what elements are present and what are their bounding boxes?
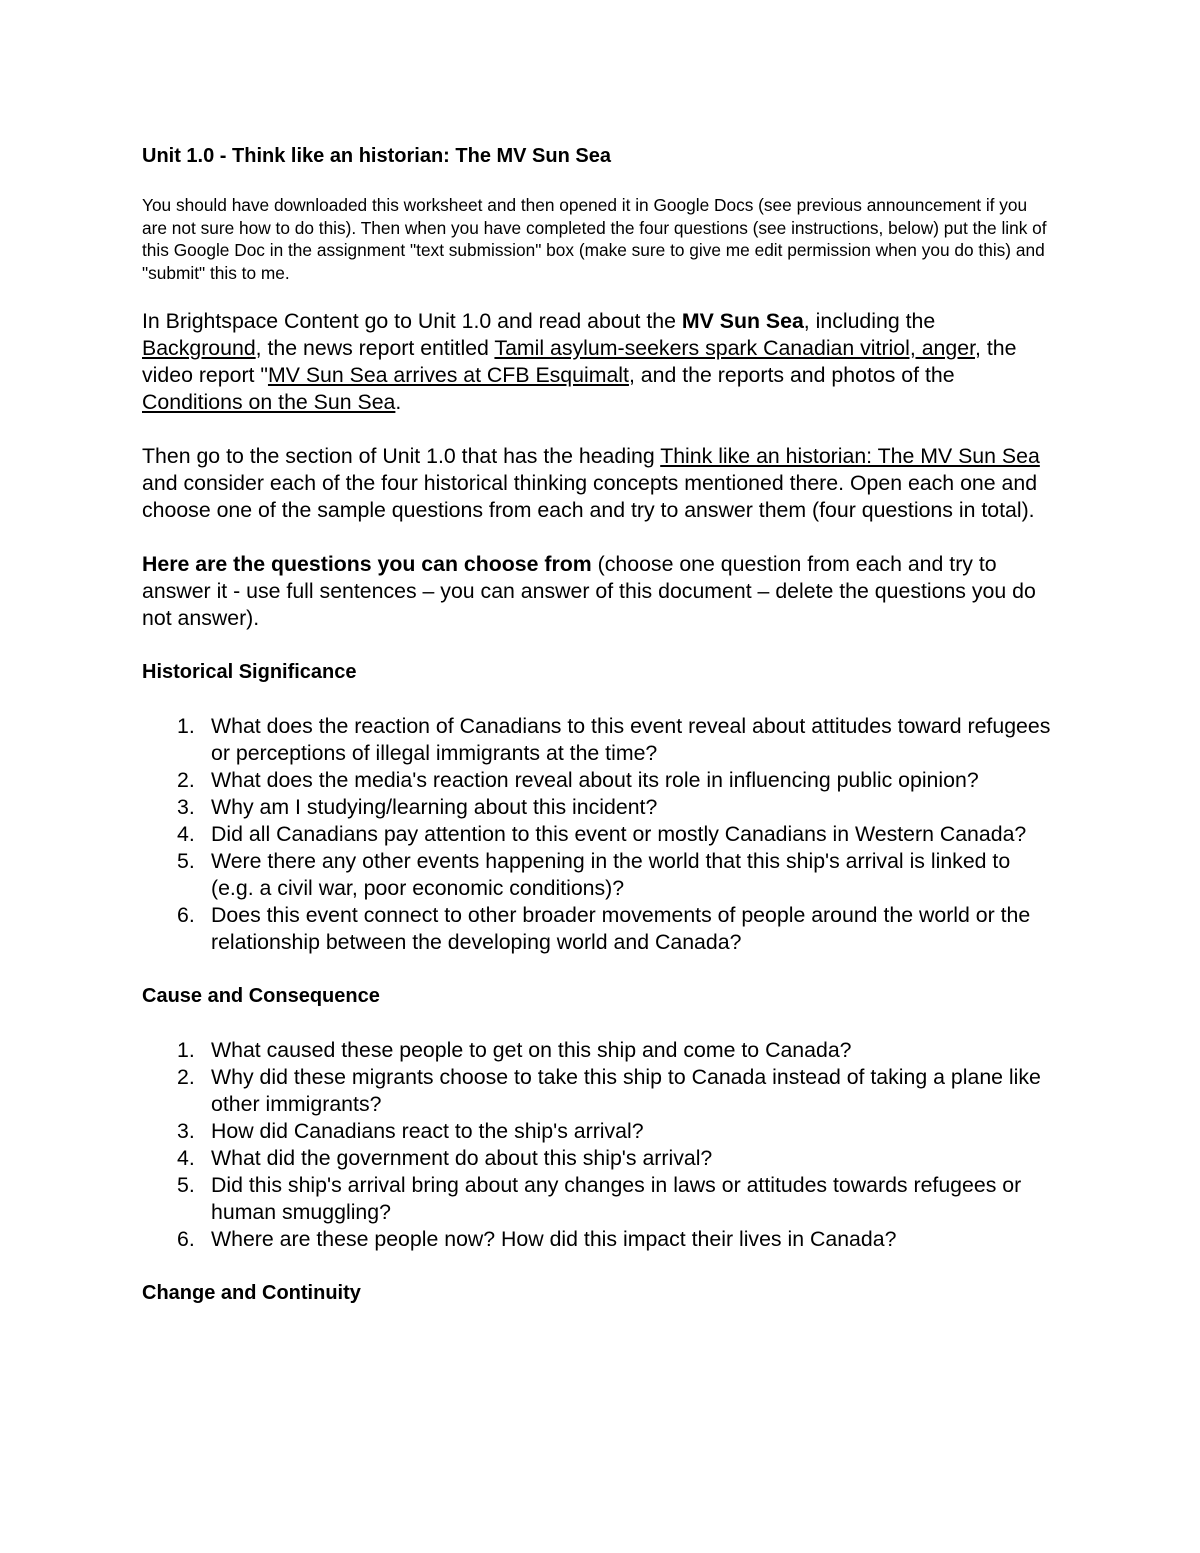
reading-text: , including the [803,309,936,333]
question-sections [142,659,1052,1307]
ship-name: MV Sun Sea [681,309,804,333]
question-number: 2. [177,768,195,792]
question-number: 3. [177,795,195,819]
question-text: Did all Canadians pay attention to this event or mostly Canadians in Western Canada? [211,822,1027,846]
section-paragraph [142,443,1052,524]
list-item [142,821,1052,848]
question-text: Where are these people now? How did this impact their lives in Canada? [211,1227,897,1251]
section-heading: Cause and Consequence [142,985,380,1007]
section-text: Then go to the section of Unit 1.0 that has the heading [142,444,661,468]
reading-text: . [395,390,402,414]
section-heading: Change and Continuity [142,1282,361,1304]
question-text: What does the media's reaction reveal about its role in influencing public opinion? [211,768,979,792]
question-list [142,1037,1052,1253]
question-number: 4. [177,1146,195,1170]
choose-paragraph [142,551,1052,632]
reading-text: , the news report entitled [255,336,495,360]
question-text: Does this event connect to other broader movements of people around the world or the relationship between the developing world and Canada? [211,903,1031,954]
list-item [142,794,1052,821]
question-text: Did this ship's arrival bring about any changes in laws or attitudes towards refugees or human smuggling? [211,1173,1022,1224]
section-heading: Historical Significance [142,661,357,683]
reading-text: In Brightspace Content go to Unit 1.0 and read about the [142,309,682,333]
question-text: Why am I studying/learning about this incident? [211,795,658,819]
intro-paragraph: You should have downloaded this worksheet and then opened it in Google Docs (see previous announcement if you are not sure how to do this). Then when you have completed the four questions (see instructions, below) put the link of this Google Doc in the assignment "text submission" box (make sure to give me edit permission when you do this) and "submit" this to me. [142,195,1047,283]
choose-lead: Here are the questions you can choose from [142,552,592,576]
question-text: Were there any other events happening in the world that this ship's arrival is linked to (e.g. a civil war, poor economic conditions)? [211,849,1011,900]
question-number: 3. [177,1119,195,1143]
video-report-link[interactable]: MV Sun Sea arrives at CFB Esquimalt [267,363,629,387]
list-item [142,1064,1052,1118]
reading-text: , and the reports and photos of the [628,363,955,387]
list-item [142,1226,1052,1253]
background-link[interactable]: Background [142,336,256,360]
question-text: Why did these migrants choose to take this ship to Canada instead of taking a plane like other immigrants? [211,1065,1041,1116]
list-item [142,1145,1052,1172]
list-item [142,902,1052,956]
question-number: 5. [177,849,195,873]
question-number: 2. [177,1065,195,1089]
conditions-link[interactable]: Conditions on the Sun Sea [142,390,396,414]
list-item [142,713,1052,767]
list-item [142,1118,1052,1145]
question-list [142,713,1052,956]
list-item [142,848,1052,902]
question-text: What did the government do about this ship's arrival? [211,1146,713,1170]
news-report-link[interactable]: Tamil asylum-seekers spark Canadian vitriol, anger [494,336,975,360]
reading-text: , the video report " [142,336,1017,387]
question-text: What caused these people to get on this ship and come to Canada? [211,1038,852,1062]
choose-text: (choose one question from each and try to answer it - use full sentences – you can answer of this document – delete the questions you do not answer). [142,552,1036,630]
question-number: 4. [177,822,195,846]
question-number: 6. [177,903,195,927]
document-page [142,140,1052,1334]
question-number: 1. [177,714,195,738]
section-text: and consider each of the four historical thinking concepts mentioned there. Open each one and choose one of the sample questions from each and try to answer them (four questions in total). [142,471,1038,522]
document-title: Unit 1.0 - Think like an historian: The MV Sun Sea [142,145,611,167]
question-number: 1. [177,1038,195,1062]
list-item [142,1172,1052,1226]
question-text: How did Canadians react to the ship's arrival? [211,1119,644,1143]
list-item [142,767,1052,794]
question-number: 6. [177,1227,195,1251]
question-text: What does the reaction of Canadians to this event reveal about attitudes toward refugees or perceptions of illegal immigrants at the time? [211,714,1051,765]
question-number: 5. [177,1173,195,1197]
list-item [142,1037,1052,1064]
reading-paragraph [142,308,1052,416]
think-like-historian-link[interactable]: Think like an historian: The MV Sun Sea [660,444,1040,468]
